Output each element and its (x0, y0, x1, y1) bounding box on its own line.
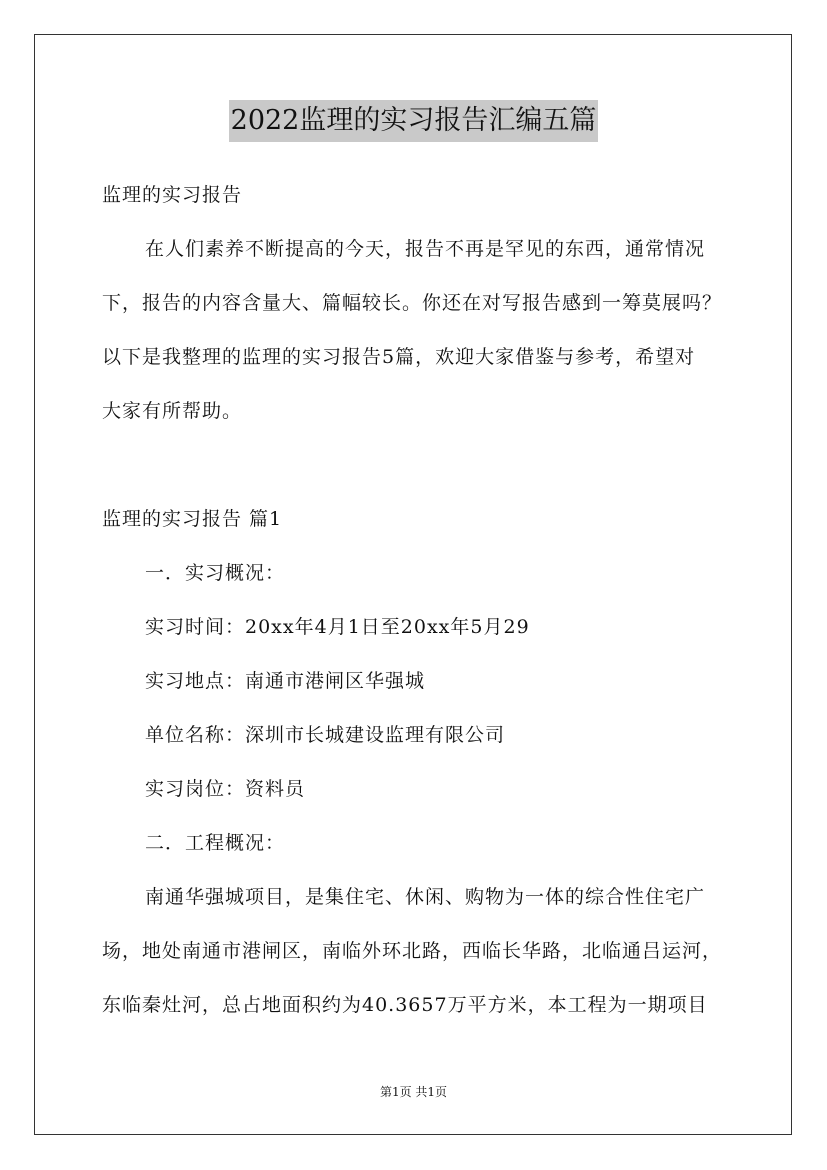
paragraph-line: 在人们素养不断提高的今天，报告不再是罕见的东西，通常情况 (145, 238, 706, 260)
section-heading: 监理的实习报告 (102, 184, 243, 206)
info-line: 单位名称：深圳市长城建设监理有限公司 (145, 724, 506, 746)
section-heading: 监理的实习报告 篇1 (102, 508, 283, 530)
paragraph-line: 以下是我整理的监理的实习报告5篇，欢迎大家借鉴与参考，希望对 (102, 346, 696, 368)
info-line: 实习岗位：资料员 (145, 778, 306, 800)
page-footer: 第1页 共1页 (379, 1085, 448, 1099)
paragraph-line: 南通华强城项目，是集住宅、休闲、购物为一体的综合性住宅广 (145, 886, 706, 908)
title-container (0, 100, 827, 142)
info-line: 实习时间：20xx年4月1日至20xx年5月29 (145, 616, 530, 638)
document-title: 2022监理的实习报告汇编五篇 (229, 100, 599, 142)
paragraph-line: 下，报告的内容含量大、篇幅较长。你还在对写报告感到一筹莫展吗？ (102, 292, 723, 314)
subsection-heading: 二．工程概况： (145, 832, 286, 854)
info-line: 实习地点：南通市港闸区华强城 (145, 670, 426, 692)
paragraph-line: 东临秦灶河，总占地面积约为40.3657万平方米，本工程为一期项目 (102, 994, 708, 1016)
subsection-heading: 一．实习概况： (145, 562, 286, 584)
paragraph-line: 场，地处南通市港闸区，南临外环北路，西临长华路，北临通吕运河， (102, 940, 723, 962)
paragraph-line: 大家有所帮助。 (102, 400, 243, 422)
